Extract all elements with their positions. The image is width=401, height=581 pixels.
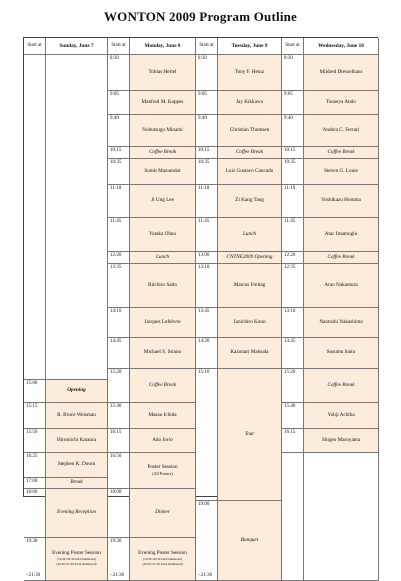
- wednesday-empty: [304, 453, 379, 581]
- time-cell: 10:15: [196, 147, 218, 159]
- speaker-session: Luiz Gustavo Cancado: [218, 159, 282, 185]
- monday-header: Monday, June 8: [130, 38, 196, 55]
- evening-reception-session: Evening Reception: [46, 489, 108, 538]
- time-cell: 16:50: [108, 453, 130, 489]
- time-cell: 11:45: [108, 218, 130, 252]
- time-cell: 16:15: [108, 429, 130, 453]
- time-cell: 9:40: [196, 115, 218, 147]
- time-cell: 12:35: [282, 264, 304, 308]
- time-cell: 15:50: [24, 429, 46, 453]
- start-at-header: Start at: [108, 38, 130, 55]
- time-cell: 12:20: [282, 252, 304, 264]
- time-cell: 14:20: [196, 338, 218, 369]
- time-cell: 11:45: [196, 218, 218, 252]
- page-title: WONTON 2009 Program Outline: [103, 9, 298, 24]
- poster-note: (20:30~21:30 Even Numbered): [56, 561, 97, 566]
- time-cell: 18:00: [108, 489, 130, 538]
- speaker-session: Marcus Freitag: [218, 264, 282, 308]
- dinner-session: Dinner: [130, 489, 196, 538]
- speaker-session: Steven G. Louie: [304, 159, 379, 185]
- coffee-break-session: Coffee Break: [218, 147, 282, 159]
- start-at-header: Start at: [24, 38, 46, 55]
- time-cell: 15:20: [108, 369, 130, 403]
- time-cell: 15:20: [282, 369, 304, 403]
- time-cell: 9:40: [282, 115, 304, 147]
- speaker-session: Junichiro Kono: [218, 308, 282, 338]
- speaker-session: Ado Jorio: [130, 429, 196, 453]
- time-cell: 14:45: [108, 338, 130, 369]
- time-cell: 11:10: [108, 185, 130, 218]
- time-cell: 15:15: [24, 403, 46, 429]
- time-cell-range: [108, 538, 130, 581]
- poster-title: Evening Poster Session: [52, 550, 101, 557]
- tour-session: Tour: [218, 369, 282, 501]
- evening-poster-session: [130, 538, 196, 581]
- poster-note: (20:30~21:30 Even Numbered): [142, 561, 183, 566]
- time-start: 19:00: [198, 502, 210, 507]
- speaker-session: Hiromichi Kataura: [46, 429, 108, 453]
- speaker-session: Masao Ichida: [130, 403, 196, 429]
- time-cell: 17:00: [24, 478, 46, 489]
- poster-note: (19:30~20:30 Odd Numbered): [57, 557, 96, 562]
- start-at-header: Start at: [282, 38, 304, 55]
- time-cell: 10:15: [282, 147, 304, 159]
- time-cell-range: [24, 538, 46, 581]
- time-cell: 11:10: [196, 185, 218, 218]
- time-cell: 8:30: [108, 55, 130, 91]
- time-cell-range: [196, 501, 218, 581]
- speaker-session: Yohji Achiba: [304, 403, 379, 429]
- time-end: ~21:30: [26, 573, 41, 579]
- evening-poster-session: [46, 538, 108, 581]
- speaker-session: Riichiro Saito: [130, 264, 196, 308]
- coffee-break-session: Coffee Break: [130, 147, 196, 159]
- sunday-empty: [46, 55, 108, 380]
- speaker-session: Manfred M. Kappes: [130, 91, 196, 115]
- time-cell: 15:40: [108, 403, 130, 429]
- coffee-break-session: Coffee Break: [304, 147, 379, 159]
- time-cell: 15:40: [282, 403, 304, 429]
- tuesday-header: Tuesday, June 9: [218, 38, 282, 55]
- banquet-session: Banquet: [218, 501, 282, 581]
- coffee-break-session: Coffee Break: [130, 369, 196, 403]
- opening-session: Opening: [46, 380, 108, 403]
- time-cell: 16:25: [24, 453, 46, 478]
- time-cell: 8:30: [196, 55, 218, 91]
- time-end: ~21:30: [110, 573, 125, 579]
- time-cell: 13:10: [196, 264, 218, 308]
- time-cell: 13:35: [108, 264, 130, 308]
- speaker-session: Stephen K. Doorn: [46, 453, 108, 478]
- poster-note: (19:30~20:30 Odd Numbered): [143, 557, 182, 562]
- sunday-header: Sunday, June 7: [46, 38, 108, 55]
- time-cell: 9:05: [196, 91, 218, 115]
- time-cell: 11:45: [282, 218, 304, 252]
- time-cell: 13:45: [282, 338, 304, 369]
- speaker-session: Kazunari Matsuda: [218, 338, 282, 369]
- lunch-session: Lunch: [130, 252, 196, 264]
- time-cell: 13:10: [282, 308, 304, 338]
- time-cell: 10:35: [196, 159, 218, 185]
- speaker-session: Ji Ung Lee: [130, 185, 196, 218]
- speaker-session: Zi Kang Tang: [218, 185, 282, 218]
- coffee-break-session: Coffee Break: [304, 252, 379, 264]
- speaker-session: Tsuneya Ando: [304, 91, 379, 115]
- wednesday-empty-time: [282, 453, 304, 581]
- speaker-session: Michael S. Strano: [130, 338, 196, 369]
- time-cell: 13:00: [196, 252, 218, 264]
- speaker-session: Jay Kikkawa: [218, 91, 282, 115]
- sunday-empty-time: [24, 55, 46, 380]
- time-cell: 13:45: [196, 308, 218, 338]
- speaker-session: Andrea C. Ferrari: [304, 115, 379, 147]
- time-cell: 9:40: [108, 115, 130, 147]
- time-cell: 8:30: [282, 55, 304, 91]
- speaker-session: Arao Nakamura: [304, 264, 379, 308]
- speaker-session: Susumu Saito: [304, 338, 379, 369]
- speaker-session: Mildred Dresselhaus: [304, 55, 379, 91]
- time-cell: 15:00: [24, 380, 46, 403]
- speaker-session: Yoshikazu Homma: [304, 185, 379, 218]
- program-table: [23, 37, 378, 579]
- speaker-session: Christian Thomsen: [218, 115, 282, 147]
- coffee-break-session: Coffee Break: [304, 369, 379, 403]
- time-end: ~21:30: [198, 573, 213, 579]
- cntne-opening-session: CNTNE2009 Opening: [218, 252, 282, 264]
- time-cell: 10:35: [108, 159, 130, 185]
- speaker-session: Sumit Mazumdar: [130, 159, 196, 185]
- time-cell: 10:35: [282, 159, 304, 185]
- lunch-session: Lunch: [218, 218, 282, 252]
- wednesday-header: Wednesday, June 10: [304, 38, 379, 55]
- poster-title: Poster Session: [147, 463, 178, 470]
- poster-note: (All Posters): [152, 470, 173, 476]
- time-start: 19:30: [26, 539, 38, 544]
- time-cell: 10:15: [108, 147, 130, 159]
- time-cell: 9:05: [108, 91, 130, 115]
- speaker-session: Naotoshi Nakashima: [304, 308, 379, 338]
- poster-title: Evening Poster Session: [138, 550, 187, 557]
- speaker-session: R. Bruce Weisman: [46, 403, 108, 429]
- speaker-session: Jacques Lefebvre: [130, 308, 196, 338]
- speaker-session: Yutaka Ohno: [130, 218, 196, 252]
- speaker-session: Shigeo Maruyama: [304, 429, 379, 453]
- time-cell: 11:10: [282, 185, 304, 218]
- time-cell: 12:20: [108, 252, 130, 264]
- speaker-session: Nobutsugu Minami: [130, 115, 196, 147]
- time-cell: 15:10: [196, 369, 218, 501]
- time-cell: 18:00: [24, 489, 46, 538]
- time-start: 19:30: [110, 539, 122, 544]
- break-session: Break: [46, 478, 108, 489]
- time-cell: 16:15: [282, 429, 304, 453]
- speaker-session: Atac Imamoglu: [304, 218, 379, 252]
- time-cell: 14:10: [108, 308, 130, 338]
- start-at-header: Start at: [196, 38, 218, 55]
- speaker-session: Tobias Hertel: [130, 55, 196, 91]
- time-cell: 9:05: [282, 91, 304, 115]
- poster-session: [130, 453, 196, 489]
- speaker-session: Tony F. Heinz: [218, 55, 282, 91]
